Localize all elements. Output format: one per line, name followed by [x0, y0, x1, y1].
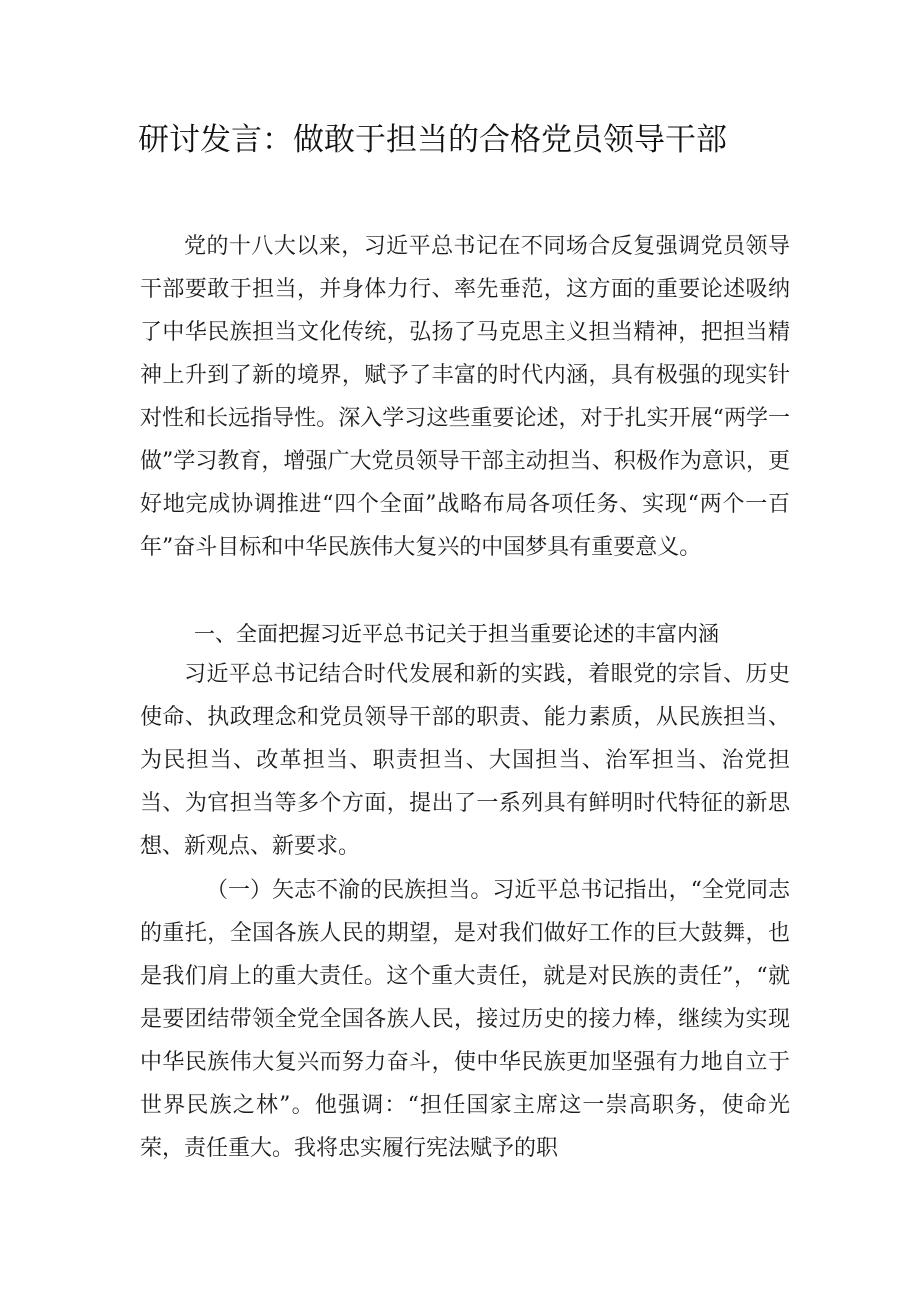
intro-paragraph: 党的十八大以来，习近平总书记在不同场合反复强调党员领导干部要敢于担当，并身体力行、率先垂范，这方面的重要论述吸纳了中华民族担当文化传统，弘扬了马克思主义担当精神，把担当精神上升到了新的境界，赋予了丰富的时代内涵，具有极强的现实针对性和长远指导性。深入学习这些重要论述，对于扎实开展“两学一做”学习教育，增强广大党员领导干部主动担当、积极作为意识，更好地完成协调推进“四个全面”战略布局各项任务、实现“两个一百年”奋斗目标和中华民族伟大复兴的中国梦具有重要意义。 [140, 234, 790, 560]
document-title: 研讨发言：做敢于担当的合格党员领导干部 [138, 122, 727, 158]
section-paragraph-national-responsibility: （一）矢志不渝的民族担当。习近平总书记指出，“全党同志的重托，全国各族人民的期望，是对我们做好工作的巨大鼓舞，也是我们肩上的重大责任。这个重大责任，就是对民族的责任”，“就是要团结带领全党全国各族人民，接过历史的接力棒，继续为实现中华民族伟大复兴而努力奋斗，使中华民族更加坚强有力地自立于世界民族之林”。他强调：“担任国家主席这一崇高职务，使命光荣，责任重大。我将忠实履行宪法赋予的职 [140, 878, 790, 1161]
section-heading: 一、全面把握习近平总书记关于担当重要论述的丰富内涵 [194, 622, 719, 646]
section-paragraph-overview: 习近平总书记结合时代发展和新的实践，着眼党的宗旨、历史使命、执政理念和党员领导干部的职责、能力素质，从民族担当、为民担当、改革担当、职责担当、大国担当、治军担当、治党担当、为官担当等多个方面，提出了一系列具有鲜明时代特征的新思想、新观点、新要求。 [140, 662, 790, 859]
